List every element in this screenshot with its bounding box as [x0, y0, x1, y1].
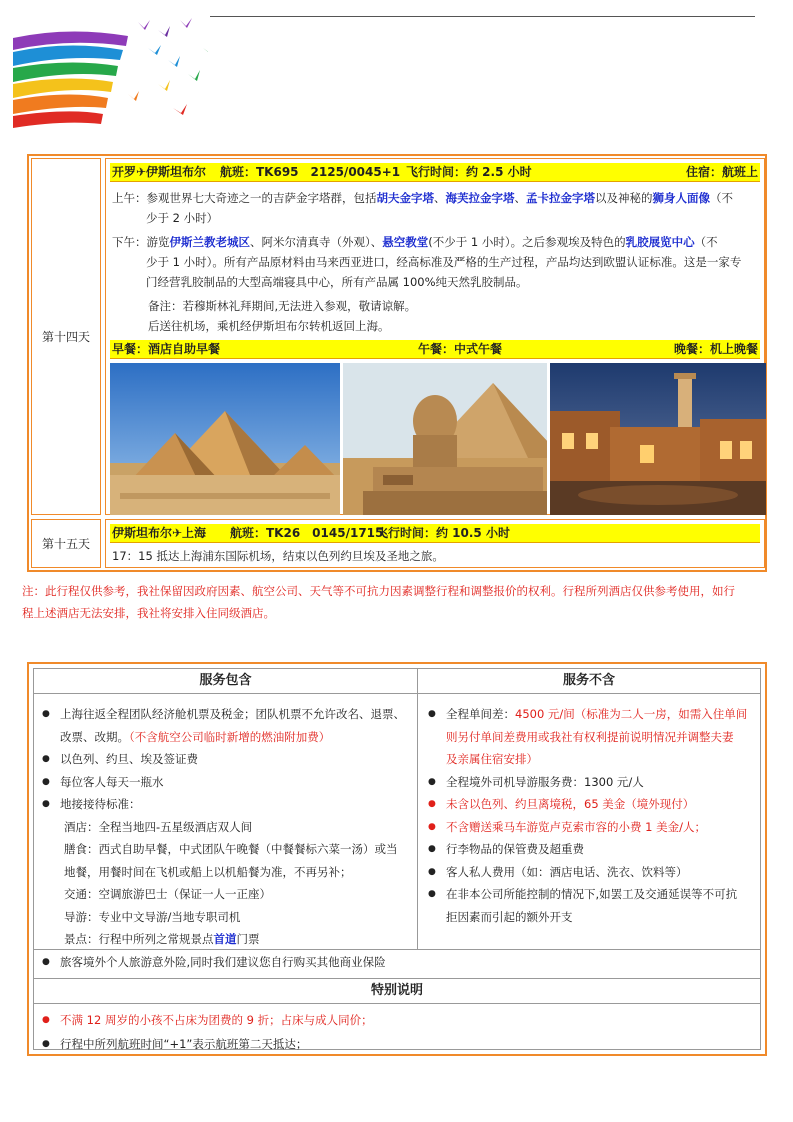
day-15-label: 第十五天 — [31, 519, 101, 568]
meal-lunch: 午餐：中式午餐 — [418, 342, 503, 356]
list-item: ● 每位客人每天一瓶水 — [42, 771, 414, 794]
day-14-stay: 住宿：航班上 — [685, 165, 758, 179]
photo-sphinx — [343, 363, 547, 515]
special-list — [42, 1008, 373, 1056]
list-item: ● 地接接待标准： — [42, 793, 414, 816]
site-sphinx: 狮身人面像 — [652, 191, 710, 205]
meal-dinner: 晚餐：机上晚餐 — [673, 342, 758, 356]
itinerary-table — [27, 154, 767, 572]
list-item: ● 全程境外司机导游服务费：1300 元/人 — [428, 771, 758, 794]
day-15-flight: 航班：TK26 0145/1715 — [230, 526, 384, 540]
list-item: ● 不含赠送乘马车游览卢克索市容的小费 1 美金/人； — [428, 816, 758, 839]
day-14-transfer: 后送往机场，乘机经伊斯坦布尔转机返回上海。 — [148, 319, 390, 333]
day-14-remark: 备注：若穆斯林礼拜期间,无法进入参观，敬请谅解。 — [148, 299, 417, 313]
list-item: ● 客人私人费用（如：酒店电话、洗衣、饮料等） — [428, 861, 758, 884]
day-14-route: 开罗✈伊斯坦布尔 — [112, 165, 207, 179]
services-table — [27, 662, 767, 1056]
list-item: ● 以色列、约旦、埃及签证费 — [42, 748, 414, 771]
rainbow-birds-logo — [8, 8, 208, 128]
list-item: ● 未含以色列、约旦离境税，65 美金（境外现付） — [428, 793, 758, 816]
day-14-afternoon: 下午：游览伊斯兰教老城区、阿米尔清真寺（外观）、悬空教堂(不少于 1 小时）。之后参观埃及特色的乳胶展览中心（不 少于 1 小时）。所有产品原材料由马来西亚进口，经高标准及严格的生产过程，产品均达到欧盟认证标准。这是一家专 门经营乳胶制品的大型高端寝具中心，所有产品属 100%纯天然乳胶制品。 — [112, 235, 742, 289]
excluded-list: ● 全程单间差：4500 元/间（标准为二人一房，如需入住单间 则另付单间差费用或我社有权利提前说明情况并调整夫妻 及亲属住宿安排） ● 全程境外司机导游服务费：1300 元/人 ● 未含以色列、约旦离境税，65 美金（境外现付） ● 不含赠送乘马车游览卢克索市容的小费 1 美金/人； ● 行李物品的保管费及超重费 ● 客人私人费用（如：酒店电话、洗衣、饮料等） ● 在非本公司所能控制的情况下,如罢工及交通延误等不可抗 拒因素而引起的额外开支 — [428, 703, 758, 928]
day-15-detail: 17：15 抵达上海浦东国际机场，结束以色列约旦埃及圣地之旅。 — [112, 549, 444, 563]
day-14-duration: 飞行时间：约 2.5 小时 — [406, 165, 532, 179]
site-khafre: 海芙拉金字塔 — [445, 191, 515, 205]
list-item: ● 旅客境外个人旅游意外险,同时我们建议您自行购买其他商业保险 — [42, 951, 414, 974]
photo-giza-pyramids — [110, 363, 340, 515]
list-item: ● 行李物品的保管费及超重费 — [428, 838, 758, 861]
list-item: ● 在非本公司所能控制的情况下,如罢工及交通延误等不可抗 — [428, 883, 758, 906]
day-14-morning: 上午：参观世界七大奇迹之一的吉萨金字塔群，包括胡夫金字塔、海芙拉金字塔、孟卡拉金字塔以及神秘的狮身人面像（不 少于 2 小时） — [112, 191, 733, 225]
list-item: ● 不满 12 周岁的小孩不占床为团费的 9 折；占床与成人同价； — [42, 1008, 373, 1032]
meal-breakfast: 早餐：酒店自助早餐 — [112, 342, 221, 356]
day-14-label: 第十四天 — [31, 158, 101, 515]
included-list: ● 上海往返全程团队经济舱机票及税金；团队机票不允许改名、退票、 改票、改期。（不含航空公司临时新增的燃油附加费） ● 以色列、约旦、埃及签证费 ● 每位客人每天一瓶水 ● 地接接待标准： 酒店：全程当地四-五星级酒店双人间 膳食：西式自助早餐，中式团队午晚餐（中餐餐标六菜一汤）或当 地餐，用餐时间在飞机或船上以机船餐为准，不再另补； 交通：空调旅游巴士（保证一人一正座） 导游：专业中文导游/当地专职司机 景点：行程中所列之常规景点首道门票 ● 旅客境外个人旅游意外险,同时我们建议您自行购买其他商业保险 — [42, 703, 414, 973]
list-item: ● 行程中所列航班时间“+1”表示航班第二天抵达； — [42, 1032, 373, 1056]
list-item: ● 全程单间差：4500 元/间（标准为二人一房，如需入住单间 — [428, 703, 758, 726]
day-14-meals-bar — [110, 340, 760, 359]
day-15-duration: 飞行时间：约 10.5 小时 — [376, 526, 510, 540]
site-khufu: 胡夫金字塔 — [376, 191, 434, 205]
site-latex-center: 乳胶展览中心 — [625, 235, 695, 249]
day-14-flight-bar — [110, 163, 760, 182]
day-14-flight: 航班：TK695 2125/0045+1 — [220, 165, 401, 179]
day-15-row — [31, 519, 765, 568]
day-15-route: 伊斯坦布尔✈上海 — [112, 526, 207, 540]
itinerary-note: 注：此行程仅供参考，我社保留因政府因素、航空公司、天气等不可抗力因素调整行程和调整报价的权利。行程所列酒店仅供参考使用，如行 程上述酒店无法安排，我社将安排入住同级酒店。 — [22, 584, 735, 620]
photo-old-city-night — [550, 363, 766, 515]
day-14-content — [105, 158, 765, 515]
site-old-city: 伊斯兰教老城区 — [169, 235, 250, 249]
included-title: 服务包含 — [34, 669, 417, 694]
special-title: 特别说明 — [34, 978, 760, 1004]
excluded-title: 服务不含 — [418, 669, 760, 694]
day-15-content — [105, 519, 765, 568]
list-item: ● 上海往返全程团队经济舱机票及税金；团队机票不允许改名、退票、 — [42, 703, 414, 726]
header-divider — [210, 16, 755, 17]
day-15-flight-bar — [110, 524, 760, 543]
site-menkaure: 孟卡拉金字塔 — [526, 191, 595, 205]
day-14-row — [31, 158, 765, 515]
site-hanging-church: 悬空教堂 — [382, 235, 429, 249]
